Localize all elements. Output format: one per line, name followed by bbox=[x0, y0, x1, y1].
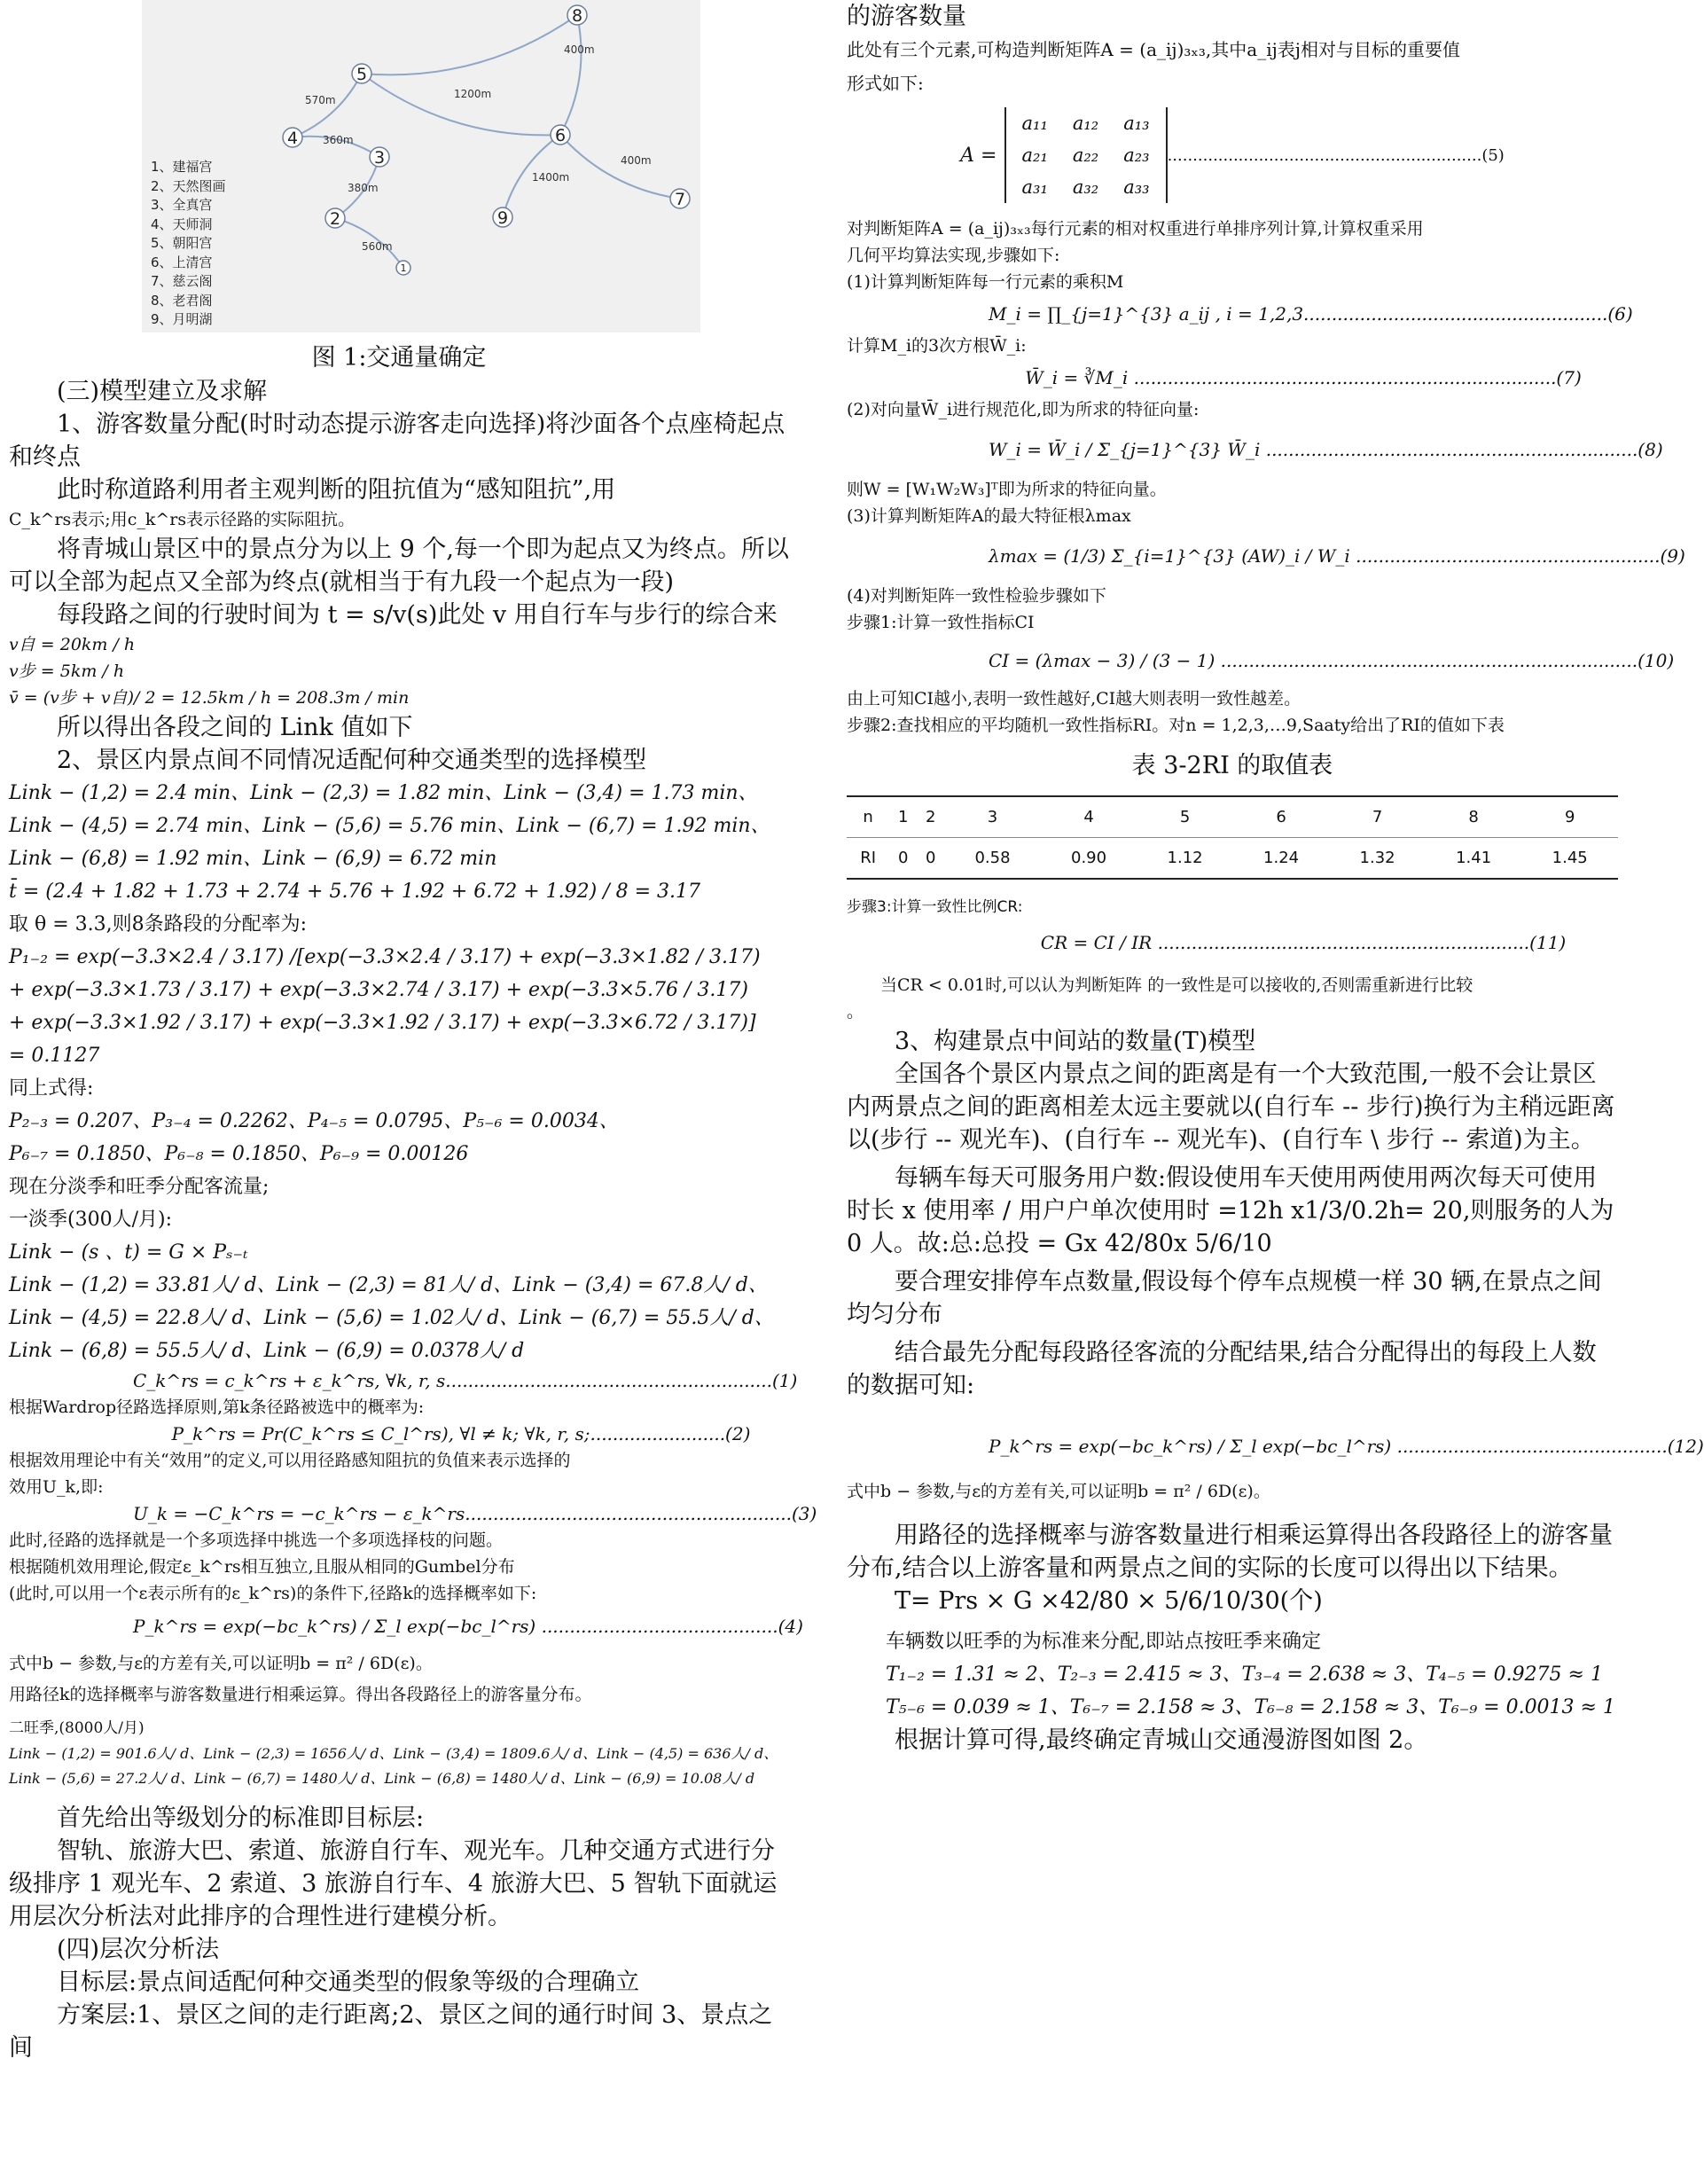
edge-distance-label: 400m bbox=[621, 154, 652, 167]
paragraph: 形式如下: bbox=[847, 73, 924, 94]
matrix-cell: a₂₁ bbox=[1021, 145, 1048, 166]
table-row bbox=[847, 838, 1618, 880]
equation: t̄ = (2.4 + 1.82 + 1.73 + 2.74 + 5.76 + 1.92 + 6.72 + 1.92) / 8 = 3.17 bbox=[9, 881, 701, 903]
edge-distance-label: 360m bbox=[323, 134, 354, 146]
traffic-network-figure bbox=[142, 0, 700, 333]
legend-item: 1、建福宫 bbox=[151, 159, 213, 175]
matrix-equation bbox=[847, 107, 1618, 203]
formula-7: W̄_i = ∛M_i ...........................................................................(7) bbox=[1025, 367, 1582, 388]
equation: + exp(−3.3×1.92 / 3.17) + exp(−3.3×1.92 / 3.17) + exp(−3.3×6.72 / 3.17)] bbox=[9, 1012, 756, 1034]
paragraph: (4)对判断矩阵一致性检验步骤如下 bbox=[847, 586, 1106, 606]
figure-caption: 图 1:交通量确定 bbox=[311, 344, 487, 372]
paragraph: 式中b − 参数,与ε的方差有关,可以证明b = π² / 6D(ε)。 bbox=[847, 1482, 1270, 1501]
table-cell: 6 bbox=[1233, 796, 1330, 838]
paragraph: 式中b − 参数,与ε的方差有关,可以证明b = π² / 6D(ε)。 bbox=[9, 1654, 433, 1673]
paragraph: 由上可知CI越小,表明一致性越好,CI越大则表明一致性越差。 bbox=[847, 689, 1301, 708]
paragraph: 要合理安排停车点数量,假设每个停车点规模一样 30 辆,在景点之间均匀分布 bbox=[847, 1268, 1602, 1328]
right-column bbox=[847, 0, 1704, 1757]
paragraph: 同上式得: bbox=[9, 1077, 94, 1100]
equation: Link − (6,8) = 1.92 min、Link − (6,9) = 6.72 min bbox=[9, 848, 497, 870]
equation: Link − (s 、t) = G × Pₛ₋ₜ bbox=[9, 1241, 248, 1264]
paragraph: 根据随机效用理论,假定ε_k^rs相互独立,且服从相同的Gumbel分布 bbox=[9, 1557, 515, 1577]
table-cell: 1.12 bbox=[1137, 838, 1233, 880]
paragraph: 步骤1:计算一致性指标CI bbox=[847, 613, 1035, 632]
matrix-cell: a₂₃ bbox=[1123, 145, 1150, 166]
section-heading: 3、构建景点中间站的数量(T)模型 bbox=[895, 1028, 1256, 1055]
node-label: 2 bbox=[329, 209, 341, 229]
paragraph: 效用U_k,即: bbox=[9, 1477, 104, 1497]
paragraph: 此时称道路利用者主观判断的阻抗值为“感知阻抗”,用 bbox=[57, 476, 616, 504]
section-heading: (三)模型建立及求解 bbox=[57, 378, 268, 405]
table-cell: 8 bbox=[1426, 796, 1522, 838]
table-cell: 5 bbox=[1137, 796, 1233, 838]
table-cell: 0 bbox=[889, 838, 917, 880]
paragraph: 用路径的选择概率与游客数量进行相乘运算得出各段路径上的游客量分布,结合以上游客量和两景点之间的实际的长度可以得出以下结果。 bbox=[847, 1522, 1613, 1582]
legend-item: 3、全真宫 bbox=[151, 197, 213, 213]
paragraph: 智轨、旅游大巴、索道、旅游自行车、观光车。几种交通方式进行分级排序 1 观光车、2 索道、3 旅游自行车、4 旅游大巴、5 智轨下面就运用层次分析法对此排序的合理性进行建模分析。 bbox=[9, 1837, 778, 1930]
edge-distance-label: 1200m bbox=[454, 88, 492, 100]
legend-item: 6、上清宫 bbox=[151, 254, 213, 270]
equation: Link − (1,2) = 2.4 min、Link − (2,3) = 1.82 min、Link − (3,4) = 1.73 min、 bbox=[9, 782, 758, 804]
edge-distance-label: 570m bbox=[305, 94, 336, 106]
equation: Link − (4,5) = 22.8人/ d、Link − (5,6) = 1.02人/ d、Link − (6,7) = 55.5人/ d、 bbox=[9, 1307, 774, 1329]
table-cell: n bbox=[847, 796, 889, 838]
equation: T₁₋₂ = 1.31 ≈ 2、T₂₋₃ = 2.415 ≈ 3、T₃₋₄ = 2.638 ≈ 3、T₄₋₅ = 0.9275 ≈ 1 bbox=[886, 1663, 1603, 1686]
paragraph: 对判断矩阵A = (a_ij)₃ₓ₃每行元素的相对权重进行单排序列计算,计算权重采用 bbox=[847, 219, 1424, 239]
node-label: 6 bbox=[554, 126, 567, 145]
table-cell: RI bbox=[847, 838, 889, 880]
node-label: 5 bbox=[356, 65, 368, 84]
equation: 取 θ = 3.3,则8条路段的分配率为: bbox=[9, 913, 308, 935]
matrix-row bbox=[1010, 139, 1162, 171]
node-label: 7 bbox=[674, 190, 686, 209]
table-cell: 2 bbox=[917, 796, 944, 838]
formula-1: C_k^rs = c_k^rs + ε_k^rs, ∀k, r, s..........................................................(1) bbox=[133, 1370, 798, 1391]
matrix-bracket bbox=[1004, 107, 1168, 203]
paragraph: 方案层:1、景区之间的走行距离;2、景区之间的通行时间 3、景点之间 bbox=[9, 2001, 773, 2062]
node-label: 3 bbox=[373, 148, 386, 168]
formula-10: CI = (λmax − 3) / (3 − 1) ..........................................................................(10) bbox=[989, 650, 1675, 671]
paragraph: 二旺季,(8000人/月) bbox=[9, 1719, 145, 1737]
figure-legend bbox=[151, 158, 226, 330]
matrix-row bbox=[1010, 171, 1162, 203]
legend-item: 9、月明湖 bbox=[151, 311, 213, 327]
paragraph: 车辆数以旺季的为标准来分配,即站点按旺季来确定 bbox=[886, 1631, 1321, 1653]
matrix-tail: ..............................................................(5) bbox=[1167, 145, 1505, 165]
table-cell: 3 bbox=[944, 796, 1041, 838]
route-edge bbox=[560, 135, 680, 199]
section-heading: (四)层次分析法 bbox=[57, 1936, 220, 1963]
legend-item: 4、天师洞 bbox=[151, 215, 213, 232]
left-column bbox=[9, 341, 817, 2064]
paragraph: 此时,径路的选择就是一个多项选择中挑选一个多项选择枝的问题。 bbox=[9, 1530, 504, 1550]
edge-distance-label: 380m bbox=[348, 182, 379, 194]
paragraph: 根据Wardrop径路选择原则,第k条径路被选中的概率为: bbox=[9, 1397, 425, 1417]
equation: P₆₋₇ = 0.1850、P₆₋₈ = 0.1850、P₆₋₉ = 0.00126 bbox=[9, 1143, 469, 1165]
formula-6: M_i = ∏_{j=1}^{3} a_ij , i = 1,2,3......................................................(6) bbox=[989, 303, 1633, 325]
table-header-row bbox=[847, 796, 1618, 838]
equation: Link − (1,2) = 901.6人/ d、Link − (2,3) = 1656人/ d、Link − (3,4) = 1809.6人/ d、Link − (4,5) = 636人/ d、 bbox=[9, 1745, 778, 1762]
paragraph: 此处有三个元素,可构造判断矩阵A = (a_ij)₃ₓ₃,其中a_ij表j相对与目标的重要值 bbox=[847, 39, 1460, 60]
formula-8: W_i = W̄_i / Σ_{j=1}^{3} W̄_i ..................................................................(8) bbox=[989, 439, 1663, 460]
equation: T₅₋₆ = 0.039 ≈ 1、T₆₋₇ = 2.158 ≈ 3、T₆₋₈ = 2.158 ≈ 3、T₆₋₉ = 0.0013 ≈ 1 bbox=[886, 1696, 1615, 1718]
matrix-lhs: A = bbox=[960, 144, 997, 167]
legend-item: 2、天然图画 bbox=[151, 177, 226, 194]
legend-item: 7、慈云阁 bbox=[151, 273, 213, 289]
paragraph: 目标层:景点间适配何种交通类型的假象等级的合理确立 bbox=[57, 1969, 640, 1996]
edge-distance-label: 1400m bbox=[532, 171, 570, 184]
paragraph: 首先给出等级划分的标准即目标层: bbox=[57, 1804, 425, 1832]
paragraph: 。 bbox=[847, 1002, 864, 1022]
table-cell: 1.32 bbox=[1329, 838, 1426, 880]
paragraph: 则W = [W₁W₂W₃]ᵀ即为所求的特征向量。 bbox=[847, 480, 1167, 499]
equation: = 0.1127 bbox=[9, 1045, 100, 1067]
paragraph: 几何平均算法实现,步骤如下: bbox=[847, 246, 1060, 265]
table-cell: 0 bbox=[917, 838, 944, 880]
edge-distance-label: 400m bbox=[564, 43, 595, 56]
equation: Link − (1,2) = 33.81人/ d、Link − (2,3) = 81人/ d、Link − (3,4) = 67.8人/ d、 bbox=[9, 1274, 768, 1296]
table-cell: 4 bbox=[1041, 796, 1137, 838]
table-cell: 1.45 bbox=[1521, 838, 1618, 880]
equation: Link − (5,6) = 27.2人/ d、Link − (6,7) = 1480人/ d、Link − (6,8) = 1480人/ d、Link − (6,9) = 10.08人/ d bbox=[9, 1770, 755, 1787]
route-edge bbox=[362, 15, 577, 74]
paragraph: 步骤3:计算一致性比例CR: bbox=[847, 898, 1023, 916]
route-edge bbox=[560, 15, 582, 135]
matrix-cell: a₃₁ bbox=[1021, 176, 1048, 198]
paragraph: 将青城山景区中的景点分为以上 9 个,每一个即为起点又为终点。所以可以全部为起点又全部为终点(就相当于有九段一个起点为一段) bbox=[9, 536, 789, 596]
route-edge bbox=[362, 74, 560, 135]
paragraph: 一淡季(300人/月): bbox=[9, 1209, 172, 1231]
paragraph: 根据效用理论中有关“效用”的定义,可以用径路感知阻抗的负值来表示选择的 bbox=[9, 1451, 571, 1470]
equation: v步 = 5km / h bbox=[9, 661, 125, 681]
equation: + exp(−3.3×1.73 / 3.17) + exp(−3.3×2.74 / 3.17) + exp(−3.3×5.76 / 3.17) bbox=[9, 979, 748, 1001]
formula-11: CR = CI / IR ..................................................................(11) bbox=[1040, 932, 1567, 953]
equation: T= Prs × G ×42/80 × 5/6/10/30(个) bbox=[895, 1587, 1323, 1615]
table-cell: 1 bbox=[889, 796, 917, 838]
matrix-cell: a₁₂ bbox=[1072, 113, 1099, 134]
paragraph: 现在分淡季和旺季分配客流量; bbox=[9, 1176, 270, 1198]
table-cell: 1.41 bbox=[1426, 838, 1522, 880]
matrix-cell: a₃₃ bbox=[1123, 176, 1150, 198]
formula-4: P_k^rs = exp(−bc_k^rs) / Σ_l exp(−bc_l^rs) ..........................................(4) bbox=[133, 1616, 803, 1637]
table-cell: 0.58 bbox=[944, 838, 1041, 880]
legend-item: 8、老君阁 bbox=[151, 292, 213, 309]
paragraph: 1、游客数量分配(时时动态提示游客走向选择)将沙面各个点座椅起点和终点 bbox=[9, 411, 786, 471]
paragraph: 的游客数量 bbox=[847, 3, 966, 30]
matrix-cell: a₁₁ bbox=[1021, 113, 1048, 134]
paragraph: 根据计算可得,最终确定青城山交通漫游图如图 2。 bbox=[895, 1726, 1428, 1754]
paragraph: (2)对向量W̄_i进行规范化,即为所求的特征向量: bbox=[847, 400, 1200, 419]
table-cell: 7 bbox=[1329, 796, 1426, 838]
matrix-cell: a₃₂ bbox=[1072, 176, 1099, 198]
table-title: 表 3-2RI 的取值表 bbox=[1131, 752, 1333, 779]
paragraph: 计算M_i的3次方根W̄_i: bbox=[847, 336, 1027, 356]
table-cell: 9 bbox=[1521, 796, 1618, 838]
paragraph: 步骤2:查找相应的平均随机一致性指标RI。对n = 1,2,3,…9,Saaty给出了RI的值如下表 bbox=[847, 716, 1505, 735]
edge-distance-label: 560m bbox=[362, 240, 393, 253]
equation: P₁₋₂ = exp(−3.3×2.4 / 3.17) /[exp(−3.3×2.4 / 3.17) + exp(−3.3×1.82 / 3.17) bbox=[9, 946, 761, 968]
paragraph: 全国各个景区内景点之间的距离是有一个大致范围,一般不会让景区内两景点之间的距离相差太远主要就以(自行车 -- 步行)换行为主稍远距离以(步行 -- 观光车)、(自行车 -- 观光车)、(自行车 \ 步行 -- 索道)为主。 bbox=[847, 1061, 1615, 1154]
matrix-cell: a₂₂ bbox=[1072, 145, 1099, 166]
equation: Link − (6,8) = 55.5人/ d、Link − (6,9) = 0.0378人/ d bbox=[9, 1340, 525, 1362]
paragraph: 结合最先分配每段路径客流的分配结果,结合分配得出的每段上人数的数据可知: bbox=[847, 1339, 1597, 1399]
equation: Link − (4,5) = 2.74 min、Link − (5,6) = 5.76 min、Link − (6,7) = 1.92 min、 bbox=[9, 815, 770, 837]
paragraph: (此时,可以用一个ε表示所有的ε_k^rs)的条件下,径路k的选择概率如下: bbox=[9, 1584, 537, 1603]
matrix-table bbox=[1010, 107, 1162, 203]
paragraph: 2、景区内景点间不同情况适配何种交通类型的选择模型 bbox=[57, 747, 647, 774]
node-label: 9 bbox=[496, 208, 509, 228]
paragraph: (1)计算判断矩阵每一行元素的乘积M bbox=[847, 272, 1124, 292]
equation: P₂₋₃ = 0.207、P₃₋₄ = 0.2262、P₄₋₅ = 0.0795、P₅₋₆ = 0.0034、 bbox=[9, 1110, 619, 1132]
table-cell: 0.90 bbox=[1041, 838, 1137, 880]
paragraph: 每辆车每天可服务用户数:假设使用车天使用两使用两次每天可使用时长 x 使用率 / 用户户单次使用时 =12h x1/3/0.2h= 20,则服务的人为 0 人。故:总:总投 = Gx 42/80x 5/6/10 bbox=[847, 1164, 1614, 1257]
legend-item: 5、朝阳宫 bbox=[151, 235, 213, 251]
matrix-cell: a₁₃ bbox=[1123, 113, 1150, 134]
ri-table bbox=[847, 795, 1618, 880]
node-label: 1 bbox=[400, 262, 407, 274]
paragraph: 每段路之间的行驶时间为 t = s/v(s)此处 v 用自行车与步行的综合来 bbox=[57, 601, 778, 629]
paragraph: 所以得出各段之间的 Link 值如下 bbox=[57, 714, 413, 741]
formula-3: U_k = −C_k^rs = −c_k^rs − ε_k^rs..........................................................(3) bbox=[133, 1503, 817, 1524]
table-cell: 1.24 bbox=[1233, 838, 1330, 880]
equation: v̄ = (v步 + v自)/ 2 = 12.5km / h = 208.3m / min bbox=[9, 688, 410, 708]
formula-2: P_k^rs = Pr(C_k^rs ≤ C_l^rs), ∀l ≠ k; ∀k, r, s;........................(2) bbox=[171, 1423, 751, 1444]
node-label: 4 bbox=[286, 129, 299, 148]
node-label: 8 bbox=[571, 6, 583, 26]
paragraph: 用路径k的选择概率与游客数量进行相乘运算。得出各段路径上的游客量分布。 bbox=[9, 1685, 592, 1704]
paragraph: (3)计算判断矩阵A的最大特征根λmax bbox=[847, 506, 1131, 526]
formula-9: λmax = (1/3) Σ_{i=1}^{3} (AW)_i / W_i ......................................................(9) bbox=[989, 545, 1685, 567]
paragraph: 当CR < 0.01时,可以认为判断矩阵 的一致性是可以接收的,否则需重新进行比较 bbox=[880, 975, 1473, 995]
matrix-row bbox=[1010, 107, 1162, 139]
equation: v自 = 20km / h bbox=[9, 635, 136, 654]
paragraph: C_k^rs表示;用c_k^rs表示径路的实际阻抗。 bbox=[9, 510, 356, 529]
formula-12: P_k^rs = exp(−bc_k^rs) / Σ_l exp(−bc_l^rs) ................................................(12) bbox=[989, 1436, 1704, 1457]
